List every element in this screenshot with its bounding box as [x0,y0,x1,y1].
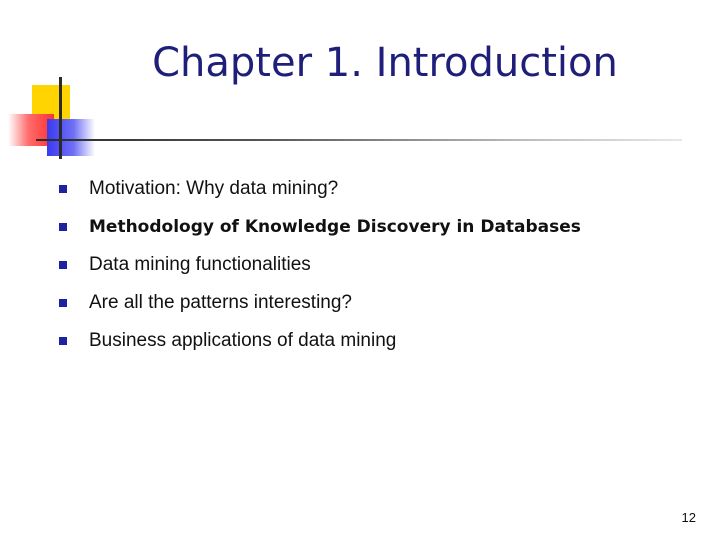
bullet-item [59,284,581,322]
bullet-list [59,170,581,360]
page-number: 12 [681,510,696,525]
bullet-square-icon [59,299,67,307]
bullet-text: Data mining functionalities [89,254,311,275]
bullet-square-icon [59,261,67,269]
bullet-square-icon [59,337,67,345]
bullet-square-icon [59,223,67,231]
logo-blue-square [47,119,95,156]
bullet-item [59,322,581,360]
bullet-text: Are all the patterns interesting? [89,292,352,313]
bullet-text: Methodology of Knowledge Discovery in Databases [89,217,581,237]
logo-vertical-line [59,77,62,159]
title-underline [36,139,682,141]
bullet-item [59,170,581,208]
bullet-item [59,208,581,246]
bullet-text: Motivation: Why data mining? [89,178,339,199]
bullet-text: Business applications of data mining [89,330,397,351]
bullet-item [59,246,581,284]
slide-title: Chapter 1. Introduction [152,40,618,86]
bullet-square-icon [59,185,67,193]
